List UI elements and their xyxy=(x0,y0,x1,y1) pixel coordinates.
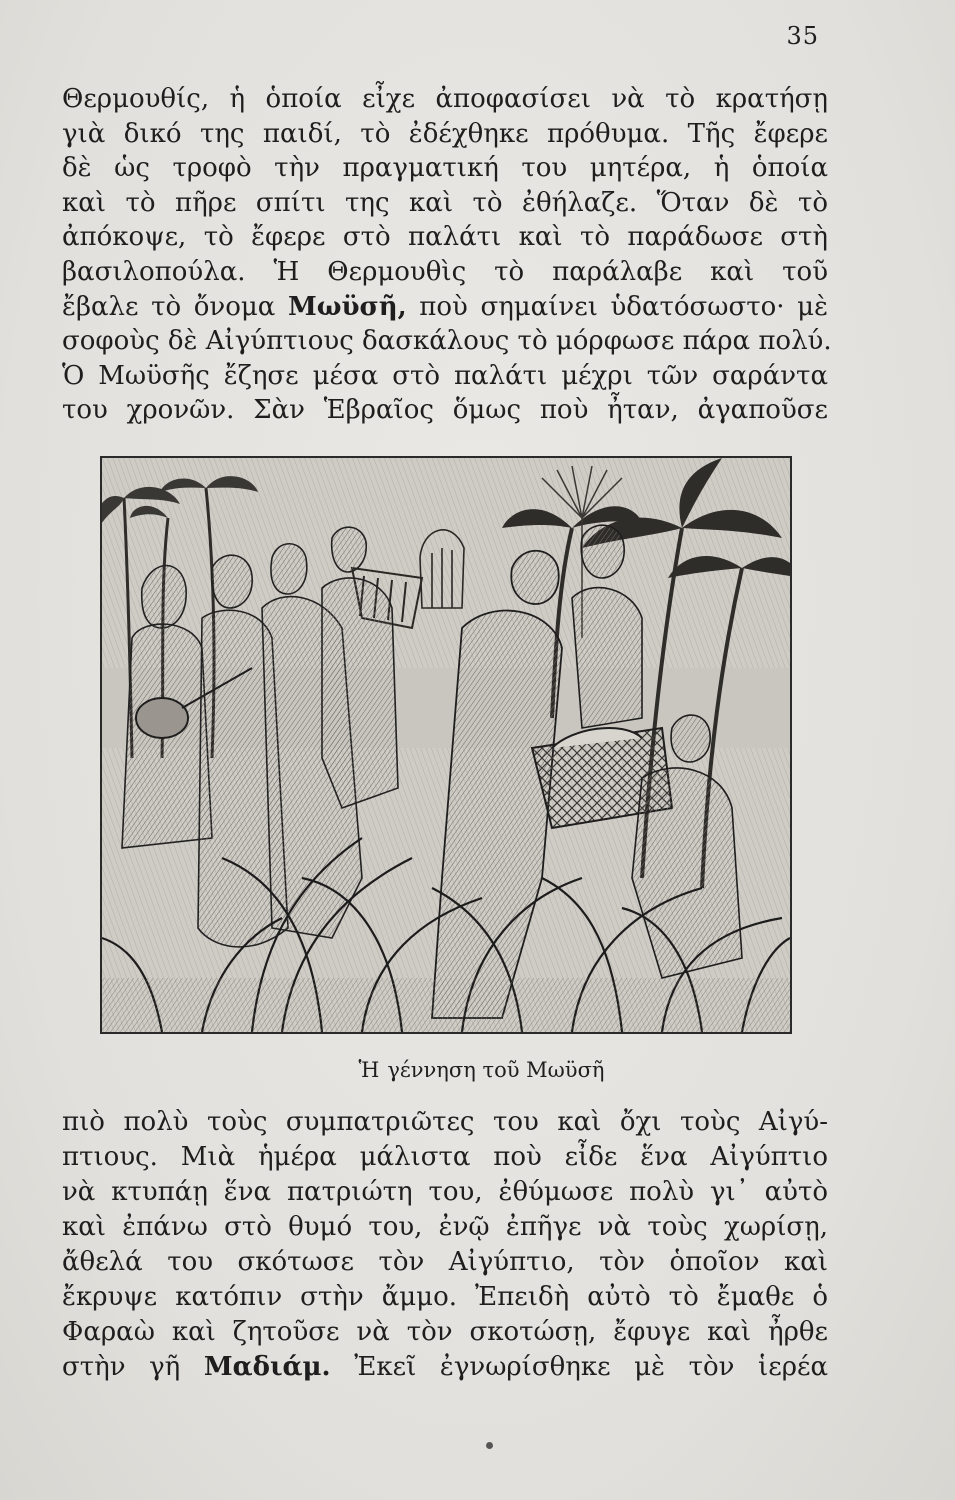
text-line: καὶ ἐπάνω στὸ θυμό του, ἐνῷ ἐπῆγε νὰ τοὺς χωρίσῃ, xyxy=(62,1212,828,1242)
text-fragment: ἔβαλε τὸ ὄνομα xyxy=(62,291,276,322)
text-line: ἄθελά του σκότωσε τὸν Αἰγύπτιο, τὸν ὁποῖον καὶ xyxy=(62,1247,828,1277)
text-line: του χρονῶν. Σὰν Ἑβραῖος ὅμως ποὺ ἦταν, ἀγαποῦσε xyxy=(62,395,828,426)
bottom-paragraph xyxy=(62,1105,828,1385)
text-line: Θερμουθίς, ἡ ὁποία εἶχε ἀποφασίσει νὰ τὸ κρατήσῃ xyxy=(62,84,828,114)
text-line: νὰ κτυπάῃ ἕνα πατριώτη του, ἐθύμωσε πολὺ γι᾽ αὐτὸ xyxy=(62,1177,828,1207)
top-paragraph xyxy=(62,82,832,428)
illustration-finding-of-moses xyxy=(100,456,792,1034)
text-line: δὲ ὡς τροφὸ τὴν πραγματική του μητέρα, ἡ ὁποία xyxy=(62,153,828,184)
page-number: 35 xyxy=(786,22,819,50)
text-line: Φαραὼ καὶ ζητοῦσε νὰ τὸν σκοτώσῃ, ἔφυγε καὶ ἦρθε xyxy=(62,1317,828,1347)
text-fragment: ποὺ σημαίνει ὑδατόσωστο· μὲ xyxy=(419,291,829,322)
text-line: πιὸ πολὺ τοὺς συμπατριῶτες του καὶ ὄχι τοὺς Αἰγύ- xyxy=(62,1107,828,1137)
text-line xyxy=(62,1350,828,1385)
name-moses-bold: Μωϋσῆ, xyxy=(287,291,407,322)
text-line: ἀπόκοψε, τὸ ἔφερε στὸ παλάτι καὶ τὸ παράδωσε στὴ xyxy=(62,222,828,253)
text-line xyxy=(62,290,828,325)
text-line: βασιλοπούλα. Ἡ Θερμουθὶς τὸ παράλαβε καὶ τοῦ xyxy=(62,256,828,287)
text-line: πτιους. Μιὰ ἡμέρα μάλιστα ποὺ εἶδε ἕνα Αἰγύπτιο xyxy=(62,1142,828,1172)
text-line: γιὰ δικό της παιδί, τὸ ἐδέχθηκε πρόθυμα. Τῆς ἔφερε xyxy=(62,118,828,149)
text-line: Ὁ Μωϋσῆς ἔζησε μέσα στὸ παλάτι μέχρι τῶν σαράντα xyxy=(62,360,828,391)
text-line: καὶ τὸ πῆρε σπίτι της καὶ τὸ ἐθήλαζε. Ὅταν δὲ τὸ xyxy=(62,187,828,218)
engraving-illustration xyxy=(102,458,790,1032)
place-madiam-bold: Μαδιάμ. xyxy=(203,1352,331,1382)
text-fragment: Ἐκεῖ ἐγνωρίσθηκε μὲ τὸν ἱερέα xyxy=(354,1352,829,1382)
text-fragment: στὴν γῆ xyxy=(62,1352,181,1382)
text-line: σοφοὺς δὲ Αἰγύπτιους δασκάλους τὸ μόρφωσε πάρα πολύ. xyxy=(62,326,832,357)
caption-text: γέννηση τοῦ Μωϋσῆ xyxy=(387,1058,605,1082)
caption-initial: Ἡ xyxy=(358,1058,380,1082)
figure-caption xyxy=(0,1058,955,1082)
text-line: ἔκρυψε κατόπιν στὴν ἄμμο. Ἐπειδὴ αὐτὸ τὸ ἔμαθε ὁ xyxy=(62,1282,828,1312)
ink-speck xyxy=(486,1442,493,1449)
